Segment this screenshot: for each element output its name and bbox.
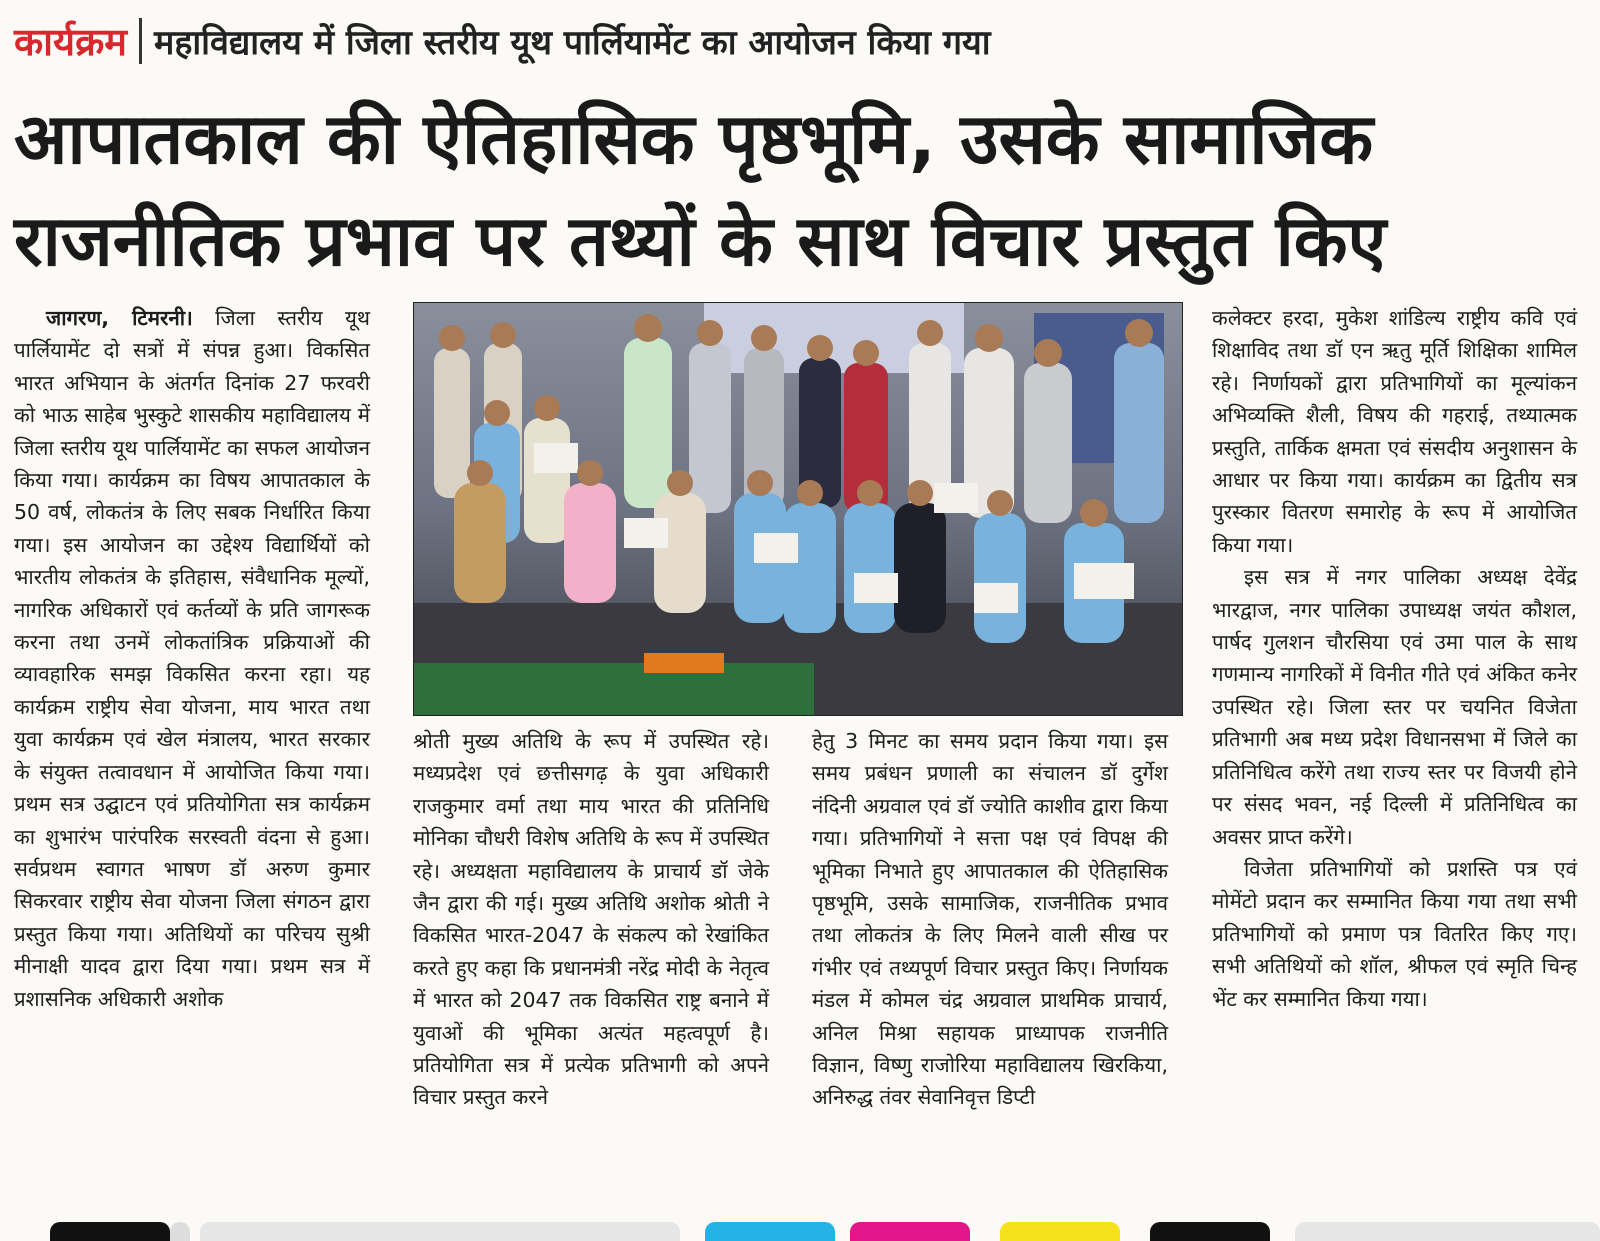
subheadline: महाविद्यालय में जिला स्तरीय यूथ पार्लियामेंट का आयोजन किया गया bbox=[153, 23, 991, 63]
article-column-3 bbox=[812, 725, 1168, 1114]
column-1-text: जिला स्तरीय यूथ पार्लियामेंट दो सत्रों में संपन्न हुआ। विकसित भारत अभियान के अंतर्गत दिनांक 27 फरवरी को भाऊ साहेब भुस्कुटे शासकीय महाविद्यालय में जिला स्तरीय यूथ पार्लियामेंट का सफल आयोजन किया गया। कार्यक्रम का विषय आपातकाल के 50 वर्ष, लोकतंत्र के लिए सबक निर्धारित किया गया। इस आयोजन का उद्देश्य विद्यार्थियों को भारतीय लोकतंत्र के इतिहास, संवैधानिक मूल्यों, नागरिक अधिकारों एवं कर्तव्यों के प्रति जागरूक करना तथा उनमें लोकतांत्रिक प्रक्रियाओं की व्यावहारिक समझ विकसित करना रहा। यह कार्यक्रम राष्ट्रीय सेवा योजना, माय भारत तथा युवा कार्यक्रम एवं खेल मंत्रालय, भारत सरकार के संयुक्त तत्वावधान में आयोजित किया गया। प्रथम सत्र उद्घाटन एवं प्रतियोगिता सत्र कार्यक्रम का शुभारंभ पारंपरिक सरस्वती वंदना से हुआ। सर्वप्रथम स्वागत भाषण डॉ अरुण कुमार सिकरवार राष्ट्रीय सेवा योजना जिला संगठन द्वारा प्रस्तुत किया गया। अतिथियों का परिचय सुश्री मीनाक्षी यादव द्वारा दिया गया। प्रथम सत्र में प्रशासनिक अधिकारी अशोक bbox=[14, 306, 370, 1011]
headline bbox=[14, 88, 1594, 292]
color-block-magenta bbox=[850, 1222, 970, 1241]
color-block-cyan bbox=[705, 1222, 835, 1241]
column-2-text: श्रोती मुख्य अतिथि के रूप में उपस्थित रहे। मध्यप्रदेश एवं छत्तीसगढ़ के युवा अधिकारी राजकुमार वर्मा तथा माय भारत की प्रतिनिधि मोनिका चौधरी विशेष अतिथि के रूप में उपस्थित रहे। अध्यक्षता महाविद्यालय के प्राचार्य डॉ जेके जैन द्वारा की गई। मुख्य अतिथि अशोक श्रोती ने विकसित भारत-2047 के संकल्प को रेखांकित करते हुए कहा कि प्रधानमंत्री नरेंद्र मोदी के नेतृत्व में भारत को 2047 तक विकसित राष्ट्र बनाने में युवाओं की भूमिका अत्यंत महत्वपूर्ण है। प्रतियोगिता सत्र में प्रत्येक प्रतिभागी को अपने विचार प्रस्तुत करने bbox=[413, 729, 769, 1110]
color-block-grey bbox=[170, 1222, 190, 1241]
column-4-para-3: विजेता प्रतिभागियों को प्रशस्ति पत्र एवं मोमेंटो प्रदान कर सम्मानित किया गया तथा सभी प्रतिभागियों को प्रमाण पत्र वितरित किए गए। सभी अतिथियों को शॉल, श्रीफल एवं स्मृति चिन्ह भेंट कर सम्मानित किया गया। bbox=[1212, 856, 1577, 1011]
column-3-text: हेतु 3 मिनट का समय प्रदान किया गया। इस समय प्रबंधन प्रणाली का संचालन डॉ दुर्गेश नंदिनी अग्रवाल एवं डॉ ज्योति काशीव द्वारा किया गया। प्रतिभागियों ने सत्ता पक्ष एवं विपक्ष की भूमिका निभाते हुए आपातकाल की ऐतिहासिक पृष्ठभूमि, उसके सामाजिक, राजनीतिक प्रभाव तथा लोकतंत्र के लिए मिलने वाली सीख पर गंभीर एवं तथ्यपूर्ण विचार प्रस्तुत किए। निर्णायक मंडल में कोमल चंद्र अग्रवाल प्राथमिक प्राचार्य, अनिल मिश्रा सहायक प्राध्यापक राजनीति विज्ञान, विष्णु राजोरिया महाविद्यालय खिरकिया, अनिरुद्ध तंवर सेवानिवृत्त डिप्टी bbox=[812, 729, 1168, 1110]
column-4-para-1: कलेक्टर हरदा, मुकेश शांडिल्य राष्ट्रीय कवि एवं शिक्षाविद तथा डॉ एन ऋतु मूर्ति शिक्षिका शामिल रहे। निर्णायकों द्वारा प्रतिभागियों का मूल्यांकन अभिव्यक्ति शैली, विषय की गहराई, तथ्यात्मक प्रस्तुति, तार्किक क्षमता एवं संसदीय अनुशासन के आधार पर किया गया। कार्यक्रम का द्वितीय सत्र पुरस्कार वितरण समारोह के रूप में आयोजित किया गया। bbox=[1212, 306, 1577, 557]
section-label: कार्यक्रम bbox=[14, 20, 127, 64]
column-4-para-2: इस सत्र में नगर पालिका अध्यक्ष देवेंद्र भारद्वाज, नगर पालिका उपाध्यक्ष जयंत कौशल, पार्षद गुलशन चौरसिया एवं उमा पाल के साथ गणमान्य नागरिकों में विनीत गीते एवं अंकित कनेर उपस्थित रहे। जिला स्तर पर चयनित विजेता प्रतिभागी अब मध्य प्रदेश विधानसभा में जिले का प्रतिनिधित्व करेंगे तथा राज्य स्तर पर विजयी होने पर संसद भवन, नई दिल्ली में प्रतिनिधित्व का अवसर प्राप्त करेंगे। bbox=[1212, 565, 1577, 849]
page-header bbox=[14, 14, 991, 68]
headline-line-2: राजनीतिक प्रभाव पर तथ्यों के साथ विचार प्रस्तुत किए bbox=[14, 200, 1387, 282]
group-photo-illustration bbox=[414, 303, 1182, 715]
color-block-yellow bbox=[1000, 1222, 1120, 1241]
dateline: जागरण, टिमरनी। bbox=[46, 306, 193, 330]
event-photo bbox=[413, 302, 1183, 716]
header-divider bbox=[139, 18, 142, 64]
color-block-black-2 bbox=[1150, 1222, 1270, 1241]
color-block-black bbox=[50, 1222, 170, 1241]
color-block-light-2 bbox=[1295, 1222, 1600, 1241]
print-color-strip bbox=[0, 1222, 1600, 1241]
headline-line-1: आपातकाल की ऐतिहासिक पृष्ठभूमि, उसके सामाजिक bbox=[14, 98, 1374, 180]
color-block-light bbox=[200, 1222, 680, 1241]
article-column-1 bbox=[14, 302, 370, 1015]
article-column-4 bbox=[1212, 302, 1577, 1015]
article-column-2 bbox=[413, 725, 769, 1114]
